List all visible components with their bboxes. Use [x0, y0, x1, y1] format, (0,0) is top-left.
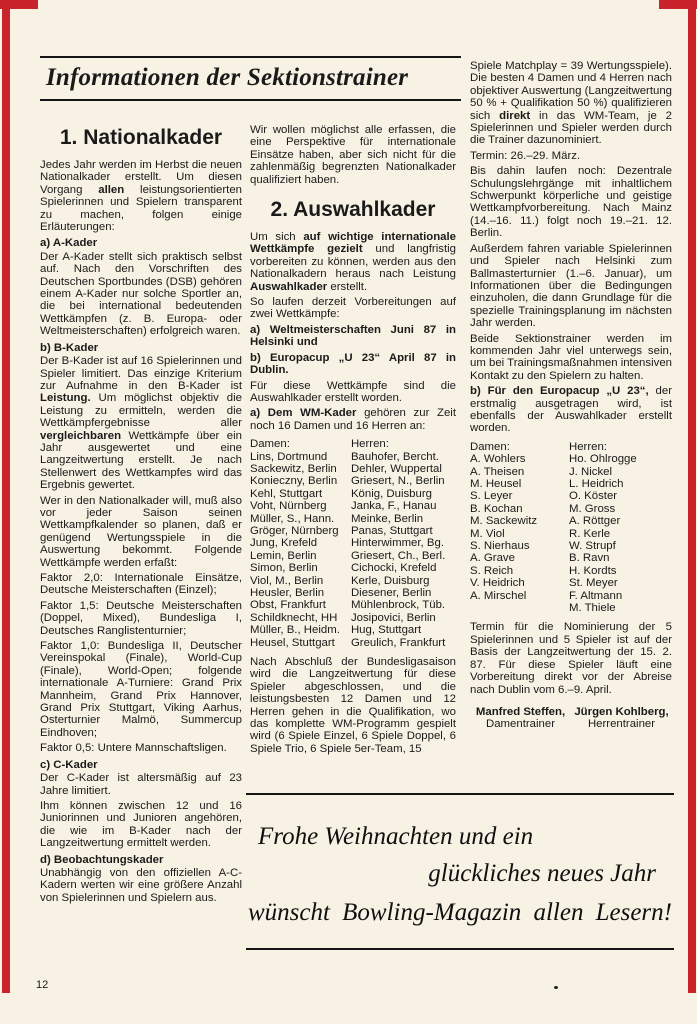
paragraph: [40, 495, 242, 569]
section-heading: 2. Auswahlkader: [270, 198, 436, 222]
text-run: Außerdem fahren variable Spielerinnen und Spieler nach Helsinki zum Ballmasterturnier (1.–6. Januar), um Informationen über die Bedingungen einzuholen, die dann Grundlage für die spezielle Trainingsplanung im nächsten Jahr werden.: [470, 242, 672, 330]
text-run: Termin für die Nominierung der 5 Spielerinnen und 5 Spieler ist auf der Basis der Langzeitwertung der 15. 2. 87. Für diese Spieler läuft eine Vorbereitung direkt vor der Abreise nach Dublin vom 6.–9. April.: [470, 621, 672, 696]
herren-name: St. Meyer: [568, 577, 618, 590]
herren-name: Panas, Stuttgart: [350, 524, 433, 537]
bold-text: a) Weltmeisterschaften Juni 87 in Helsinki und: [250, 323, 456, 349]
subheading: b) B-Kader: [40, 341, 99, 354]
text-run: Nach Abschluß der Bundesligasaison wird die Langzeitwertung für diese Spieler abgeschlossen, und die leistungsbesten 12 Damen und 12 Herren gehen in die Qualifikation, wo das komplette WM-Programm gespielt wird (6 Spiele Einzel, 6 Spiele Doppel, 6 Spiele Trio, 6 Spiele 5er-Team, 15: [250, 656, 456, 755]
bold-text: allen: [98, 183, 125, 196]
damen-name: Heusler, Berlin: [250, 587, 325, 599]
kader-row: [250, 500, 456, 512]
text-run: Wer in den Nationalkader will, muß also vor jeder Saison seinen Wettkampfkalender so planen, daß er genügend Wertungsspiele in die Auswertung bekommt. Folgende Wettkämpfe werden erfaßt:: [40, 494, 242, 569]
text-run: und langfristig vorbereiten zu können, werden aus den Nationalkadern heraus nach Leistung: [250, 243, 456, 281]
kader-row: [470, 478, 672, 490]
kader-row: [470, 602, 672, 614]
damen-name: Gröger, Nürnberg: [250, 524, 339, 537]
paragraph: [470, 333, 672, 383]
kader-row: [470, 590, 672, 602]
bold-text: vergleichbaren: [40, 429, 122, 442]
paragraph: [470, 60, 672, 147]
kader-row: [250, 575, 456, 587]
text-run: Unabhängig von den offiziellen A-C-Kadern werten wir eine größere Anzahl von Spielerinnen und Spielern aus.: [40, 866, 242, 904]
damen-name: Kehl, Stuttgart: [250, 487, 323, 500]
text-run: erstellt.: [327, 280, 368, 293]
paragraph: [250, 352, 456, 377]
herren-name: Dehler, Wuppertal: [350, 462, 442, 475]
subheading: d) Beobachtungskader: [40, 853, 164, 866]
ink-dot: [554, 986, 558, 989]
text-run: Faktor 1,0: Bundesliga II, Deutscher Vereinspokal (Finale), World-Cup (Finale), World-Open; folgende internationale A-Turniere: Grand Prix Mannheim, Grand Prix Hannover, Grand Prix Stuttgart, Viking Aarhus, Osterturnier Malmö, Summercup Eindhoven;: [40, 640, 242, 739]
paragraph: [40, 251, 242, 338]
paragraph: [250, 407, 456, 432]
red-edge-stripe-right: [688, 7, 696, 993]
kader-row: [470, 540, 672, 552]
herren-name: Meinke, Berlin: [350, 512, 424, 525]
page-title: Informationen der Sektionstrainer: [46, 64, 409, 91]
herren-name: Hinterwimmer, Bg.: [350, 537, 444, 550]
kader-row: [250, 475, 456, 487]
trainer-role: Damentrainer: [485, 718, 555, 731]
paragraph: [470, 165, 672, 239]
kader-list-header: [470, 441, 672, 453]
greeting-line-3: wünscht Bowling-Magazin allen Lesern!: [248, 899, 672, 926]
kader-row: [470, 565, 672, 577]
paragraph: [40, 159, 242, 233]
damen-name: S. Leyer: [470, 490, 513, 503]
herren-name: Bauhofer, Bercht.: [350, 450, 439, 463]
greeting-line-2: glückliches neues Jahr: [428, 860, 656, 887]
herren-header: Herren:: [350, 438, 389, 451]
paragraph: [40, 640, 242, 739]
damen-name: Viol, M., Berlin: [250, 574, 324, 587]
text-run: Bis dahin laufen noch: Dezentrale Schulungslehrgänge mit inhaltlichem Schwerpunkt körperliche und geistige Wettkampfvorbereitung. Nach Mainz (14.–16. 11.) folgt noch 19.–21. 12. Berlin.: [470, 165, 672, 240]
damen-name: [470, 602, 569, 614]
damen-name: A. Theisen: [470, 465, 525, 478]
herren-name: Kerle, Duisburg: [350, 574, 430, 587]
kader-row: [250, 587, 456, 599]
greeting-line-1: Frohe Weihnachten und ein: [258, 823, 534, 850]
paragraph: [40, 600, 242, 637]
paragraph: [250, 656, 456, 755]
herren-name: R. Kerle: [568, 527, 611, 540]
herren-name: H. Kordts: [568, 564, 617, 577]
text-run: Faktor 2,0: Internationale Einsätze, Deutsche Meisterschaften (Einzel);: [40, 572, 242, 597]
text-run: Der B-Kader ist auf 16 Spielerinnen und Spieler limitiert. Das einzige Kriterium zur Aufnahme in den B-Kader ist: [40, 355, 242, 392]
kader-row: [470, 552, 672, 564]
herren-name: Cichocki, Krefeld: [350, 562, 437, 575]
bold-text: a) Dem WM-Kader: [250, 407, 357, 420]
kader-row: [250, 451, 456, 463]
herren-name: J. Nickel: [568, 465, 613, 478]
herren-name: Hug, Stuttgart: [350, 624, 422, 637]
damen-name: V. Heidrich: [470, 577, 525, 590]
subheading: c) C-Kader: [40, 758, 98, 771]
text-run: Wettkämpfe über ein Jahr ausgewertet und eine Langzeitwertung erstellt. Je nach Stellenwert des Wettkampfes wird das Ergebnis gewertet.: [40, 429, 242, 492]
damen-name: Müller, S., Hann.: [250, 512, 335, 525]
masthead: [40, 56, 461, 101]
column-1: [40, 124, 242, 958]
herren-name: Diesener, Berlin: [350, 587, 432, 599]
herren-name: Mühlenbrock, Tüb.: [350, 599, 446, 612]
herren-header: Herren:: [568, 440, 607, 453]
text-run: Beide Sektionstrainer werden im kommenden Jahr viel unterwegs sein, um bei Trainingsmaßnahmen intensiven Kontakt zu den Spielern zu halten.: [470, 332, 672, 382]
herren-name: Griesert, Ch., Berl.: [350, 549, 446, 562]
damen-name: Obst, Frankfurt: [250, 599, 326, 612]
text-run: So laufen derzeit Vorbereitungen auf zwei Wettkämpfe:: [250, 296, 456, 321]
herren-name: B. Ravn: [568, 552, 610, 565]
paragraph: [470, 621, 672, 695]
kader-row: [470, 577, 672, 589]
bold-text: Auswahlkader: [250, 280, 328, 293]
damen-name: Konieczny, Berlin: [250, 475, 338, 488]
herren-name: W. Strupf: [568, 540, 616, 553]
kader-row: [250, 488, 456, 500]
red-corner-mark-top-left: [0, 0, 38, 9]
trainer-name: Manfred Steffen,: [475, 705, 566, 718]
kader-row: [250, 637, 456, 649]
paragraph: [40, 355, 242, 491]
damen-name: S. Nierhaus: [470, 540, 530, 553]
damen-name: Heusel, Stuttgart: [250, 636, 335, 649]
damen-name: M. Sackewitz: [470, 515, 538, 528]
text-run: Jedes Jahr werden im Herbst die neuen Nationalkader erstellt. Um diesen Vorgang: [40, 159, 242, 196]
damen-name: Simon, Berlin: [250, 562, 318, 575]
herren-name: Ho. Ohlrogge: [568, 453, 637, 466]
kader-list: [250, 438, 456, 649]
kader-list: [470, 441, 672, 615]
paragraph: [470, 385, 672, 435]
kader-row: [250, 525, 456, 537]
red-edge-stripe-left: [2, 7, 10, 993]
damen-name: Sackewitz, Berlin: [250, 462, 337, 475]
bold-text: direkt: [499, 109, 531, 122]
paragraph: [470, 243, 672, 330]
damen-name: M. Viol: [470, 527, 505, 540]
text-run: in das WM-Team, je 2 Spielerinnen und Spieler werden durch die Trainer dazunominiert.: [470, 109, 672, 147]
kader-row: [470, 466, 672, 478]
damen-name: Schildknecht, HH: [250, 611, 338, 624]
damen-name: A. Grave: [470, 552, 515, 565]
kader-row: [470, 503, 672, 515]
paragraph: [250, 296, 456, 321]
kader-list-header: [250, 438, 456, 450]
text-run: Ihm können zwischen 12 und 16 Juniorinnen und Junioren angehören, die wie im B-Kader nach der Langzeitwertung ermittelt werden.: [40, 799, 242, 850]
kader-row: [250, 550, 456, 562]
signature-person: [571, 706, 672, 731]
text-run: leistungsorientierten Spielerinnen und Spielern transparent zu machen, folgen einige Erläuterungen:: [40, 183, 242, 234]
damen-name: Lemin, Berlin: [250, 549, 317, 562]
kader-row: [250, 562, 456, 574]
kader-row: [250, 624, 456, 636]
signature: [470, 706, 672, 731]
herren-name: O. Köster: [568, 490, 618, 503]
paragraph: [250, 231, 456, 293]
greeting-box: [246, 793, 674, 950]
kader-row: [470, 453, 672, 465]
damen-name: B. Kochan: [470, 502, 523, 515]
text-run: gehören zur Zeit noch 16 Damen und 16 Herren an:: [250, 407, 456, 432]
herren-name: König, Duisburg: [350, 487, 432, 500]
herren-name: Griesert, N., Berlin: [350, 475, 445, 488]
bold-text: b) Europacup „U 23“ April 87 in Dublin.: [250, 351, 456, 377]
damen-header: Damen:: [470, 440, 510, 453]
damen-name: A. Wohlers: [470, 453, 526, 466]
paragraph: [40, 867, 242, 904]
damen-name: Lins, Dortmund: [250, 450, 328, 463]
damen-name: Jung, Krefeld: [250, 537, 318, 550]
page-number: 12: [36, 979, 49, 991]
trainer-role: Herrentrainer: [587, 718, 656, 731]
damen-header: Damen:: [250, 438, 290, 451]
column-3: [470, 60, 672, 800]
bold-text: Leistung.: [40, 392, 91, 405]
text-run: der erstmalig ausgetragen wird, ist ebenfalls der Auswahlkader erstellt worden.: [470, 385, 672, 435]
red-corner-mark-top-right: [659, 0, 697, 9]
damen-name: M. Heusel: [470, 478, 522, 490]
paragraph: [250, 124, 456, 186]
kader-row: [470, 515, 672, 527]
kader-row: [470, 490, 672, 502]
herren-name: M. Gross: [568, 502, 616, 515]
kader-row: [250, 537, 456, 549]
section-heading: 1. Nationalkader: [59, 126, 223, 149]
paragraph: [40, 572, 242, 597]
bold-text: auf wichtige internationale Wettkämpfe gezielt: [250, 231, 456, 256]
damen-name: Müller, B., Heidm.: [250, 624, 340, 637]
text-run: Faktor 1,5: Deutsche Meisterschaften (Doppel, Mixed), Bundesliga I, Deutsches Ranglistenturnier;: [40, 599, 242, 637]
damen-name: S. Reich: [470, 564, 514, 577]
herren-name: Janka, F., Hanau: [350, 500, 437, 513]
text-run: Faktor 0,5: Untere Mannschaftsligen.: [40, 742, 227, 755]
text-run: Der A-Kader stellt sich praktisch selbst auf. Nach den Vorschriften des Deutschen Sportbundes (DSB) gehören einem A-Kader nur solche Sportler an, die bei international bedeutenden Wettkämpfen (z. B. Europa- oder Weltmeisterschaften) erfolgreich waren.: [40, 250, 242, 338]
text-run: Um möglichst objektiv die Leistung zu ermitteln, werden die Wettkämpfergebnisse aller: [40, 392, 242, 430]
herren-name: L. Heidrich: [568, 478, 624, 490]
herren-name: Greulich, Frankfurt: [350, 636, 446, 649]
paragraph: [250, 380, 456, 405]
paragraph: [250, 324, 456, 349]
kader-row: [470, 528, 672, 540]
herren-name: Josipovici, Berlin: [350, 611, 436, 624]
herren-name: F. Altmann: [568, 589, 623, 602]
herren-name: M. Thiele: [568, 602, 616, 615]
herren-name: A. Röttger: [568, 515, 621, 528]
text-run: Spiele Matchplay = 39 Wertungsspiele). Die besten 4 Damen und 4 Herren nach objektiver Auswertung (Langzeitwertung 50 % + Qualifikation 50 %) qualifizieren sich: [470, 60, 672, 122]
bold-text: b) Für den Europacup „U 23“,: [470, 385, 649, 398]
trainer-name: Jürgen Kohlberg,: [574, 705, 669, 718]
kader-row: [250, 513, 456, 525]
signature-person: [470, 706, 571, 731]
paragraph: [40, 772, 242, 797]
kader-row: [250, 463, 456, 475]
damen-name: Voht, Nürnberg: [250, 500, 327, 513]
text-run: Termin: 26.–29. März.: [470, 149, 581, 162]
text-run: Um sich: [250, 231, 304, 244]
text-run: Für diese Wettkämpfe sind die Auswahlkader erstellt worden.: [250, 379, 456, 404]
text-run: Der C-Kader ist altersmäßig auf 23 Jahre limitiert.: [40, 772, 242, 797]
paragraph: [470, 150, 672, 162]
column-2: [250, 124, 456, 788]
damen-name: A. Mirschel: [470, 589, 527, 602]
paragraph: [40, 800, 242, 850]
text-run: Wir wollen möglichst alle erfassen, die eine Perspektive für internationale Einsätze haben, aber sich nicht für die zahlenmäßig begrenzten Nationalkader qualifiziert haben.: [250, 124, 456, 186]
kader-row: [250, 612, 456, 624]
kader-row: [250, 599, 456, 611]
subheading: a) A-Kader: [40, 237, 98, 250]
paragraph: [40, 742, 242, 754]
